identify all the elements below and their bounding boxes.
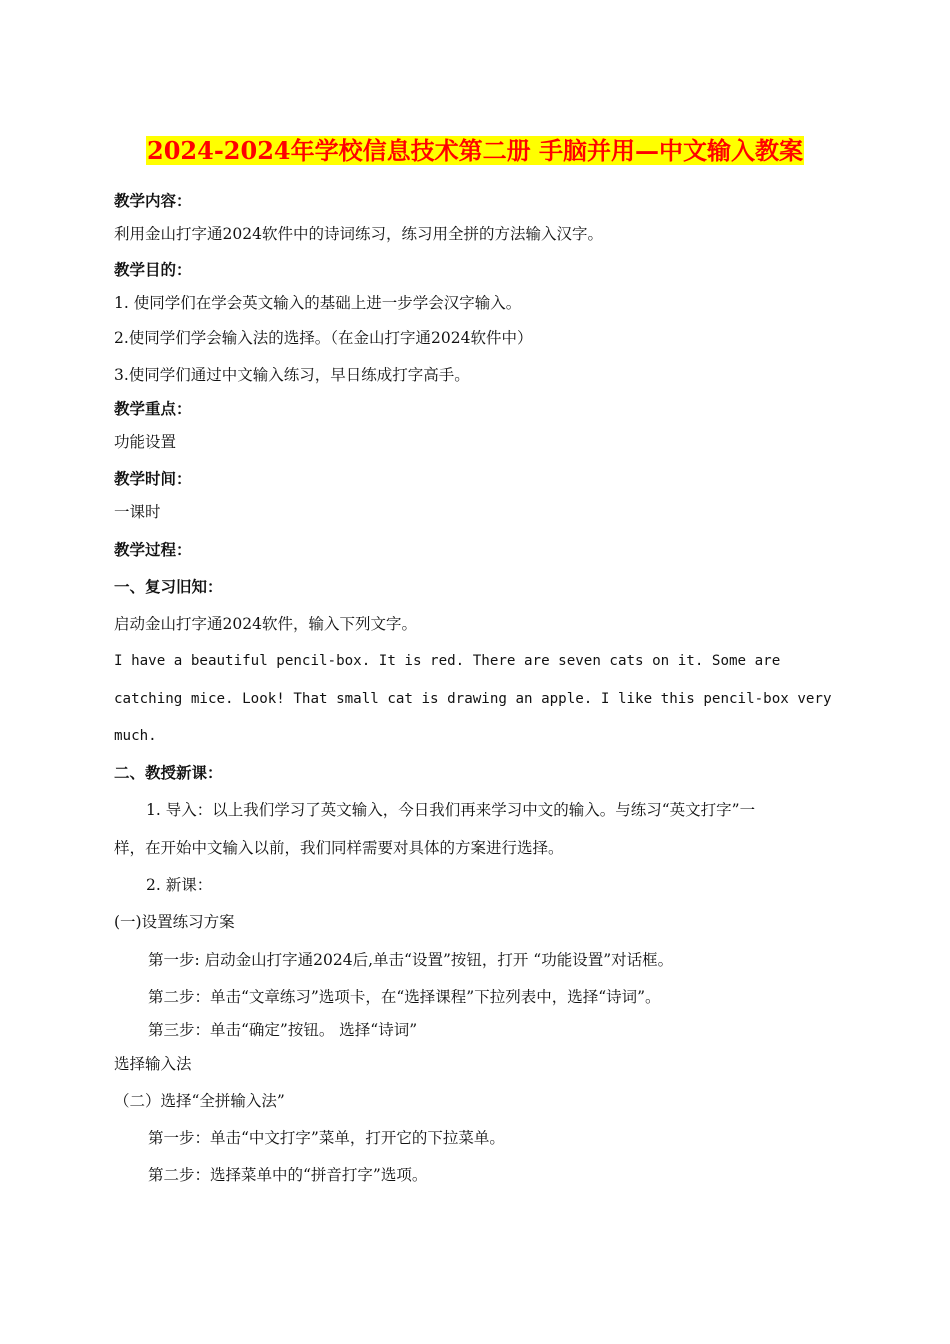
part1-step: 第二步：单击“文章练习”选项卡，在“选择课程”下拉列表中，选择“诗词”。: [148, 988, 661, 1006]
intro-line: 1. 导入：以上我们学习了英文输入，今日我们再来学习中文的输入。与练习“英文打字”一: [146, 801, 756, 819]
new-lesson-label: 2. 新课：: [146, 876, 213, 894]
goal-item: 3.使同学们通过中文输入练习，早日练成打字高手。: [114, 366, 470, 384]
goal-item: 1. 使同学们在学会英文输入的基础上进一步学会汉字输入。: [114, 294, 522, 312]
english-line: catching mice. Look! That small cat is drawing an apple. I like this pencil-box very: [114, 691, 832, 707]
title-highlight: 2024-2024年学校信息技术第二册 手脑并用—中文输入教案: [147, 136, 803, 165]
key-heading: 教学重点：: [114, 399, 192, 418]
intro-line: 样，在开始中文输入以前，我们同样需要对具体的方案进行选择。: [114, 839, 564, 857]
english-line: I have a beautiful pencil-box. It is red. There are seven cats on it. Some are: [114, 653, 781, 669]
part2-step: 第二步：选择菜单中的“拼音打字”选项。: [148, 1166, 428, 1184]
content-text: 利用金山打字通2024软件中的诗词练习，练习用全拼的方法输入汉字。: [114, 225, 603, 243]
document-title: [0, 132, 950, 170]
new-lesson-heading: 二、教授新课：: [114, 763, 223, 782]
content-heading: 教学内容：: [114, 191, 192, 210]
time-heading: 教学时间：: [114, 469, 192, 488]
english-line: much.: [114, 728, 157, 744]
part1-step: 第一步: 启动金山打字通2024后,单击“设置”按钮，打开 “功能设置”对话框。: [148, 951, 674, 969]
review-text: 启动金山打字通2024软件，输入下列文字。: [114, 615, 417, 633]
part2-heading: （二）选择“全拼输入法”: [114, 1092, 285, 1110]
select-ime-label: 选择输入法: [114, 1055, 192, 1073]
review-heading: 一、复习旧知：: [114, 577, 223, 596]
time-text: 一课时: [114, 503, 161, 521]
part2-step: 第一步：单击“中文打字”菜单，打开它的下拉菜单。: [148, 1129, 505, 1147]
process-heading: 教学过程：: [114, 540, 192, 559]
key-text: 功能设置: [114, 433, 177, 451]
part1-heading: (一)设置练习方案: [114, 913, 235, 931]
goal-heading: 教学目的：: [114, 260, 192, 279]
part1-step: 第三步：单击“确定”按钮。 选择“诗词”: [148, 1021, 418, 1039]
goal-item: 2.使同学们学会输入法的选择。（在金山打字通2024软件中）: [114, 329, 533, 347]
